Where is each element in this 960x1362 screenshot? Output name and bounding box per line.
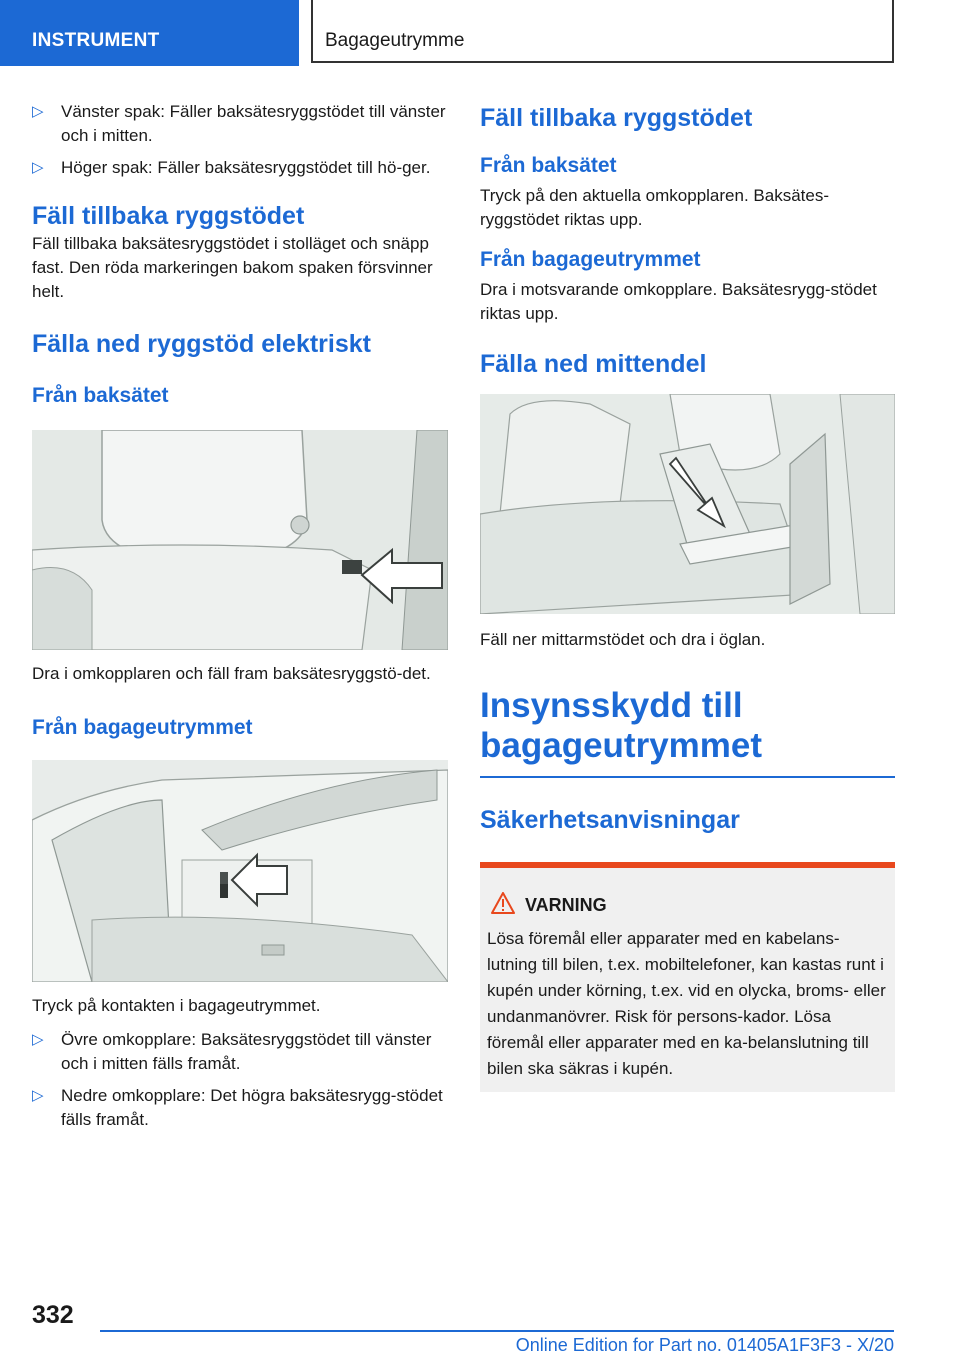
list-item <box>32 1028 448 1076</box>
section-title: INSTRUMENT <box>32 30 160 51</box>
paragraph-fall-tillbaka: Fäll tillbaka baksätesryggstödet i stolläget och snäpp fast. Den röda markeringen bakom spaken försvinner helt. <box>32 234 433 301</box>
figure-center-armrest <box>480 394 895 614</box>
triangle-bullet-icon: ▷ <box>32 103 44 120</box>
heading-fall-tillbaka: Fäll tillbaka ryggstödet <box>32 202 305 230</box>
heading-fran-bagage-right: Från bagageutrymmet <box>480 248 701 271</box>
heading-fran-baksatet: Från baksätet <box>32 384 169 407</box>
footer-edition: Online Edition for Part no. 01405A1F3F3 - X/20 <box>515 1335 894 1355</box>
heading-insynsskydd: Insynsskydd till bagageutrymmet <box>480 686 763 765</box>
triangle-bullet-icon: ▷ <box>32 159 44 176</box>
warning-title: VARNING <box>525 895 607 915</box>
figure-headrest-switch <box>32 430 448 650</box>
list-item-text: Nedre omkopplare: Det högra baksätesrygg-stödet fälls framåt. <box>61 1086 443 1129</box>
figure-cargo-switch <box>32 760 448 982</box>
warning-box <box>480 862 895 1092</box>
paragraph-fran-bagage: Tryck på kontakten i bagageutrymmet. <box>32 996 321 1015</box>
heading-fran-bagage: Från bagageutrymmet <box>32 716 253 739</box>
heading-fall-tillbaka-right: Fäll tillbaka ryggstödet <box>480 104 753 132</box>
paragraph-fran-baksatet: Dra i omkopplaren och fäll fram baksätesryggstö-det. <box>32 664 431 683</box>
paragraph-fran-bagage-right: Dra i motsvarande omkopplare. Baksätesrygg-stödet riktas upp. <box>480 280 877 323</box>
left-column <box>32 100 448 1140</box>
heading-fran-baksatet-right: Från baksätet <box>480 154 617 177</box>
page-header <box>0 0 960 66</box>
right-column <box>480 100 895 1092</box>
paragraph-fran-baksatet-right: Tryck på den aktuella omkopplaren. Baksätes-ryggstödet riktas upp. <box>480 186 829 229</box>
list-item-text: Vänster spak: Fäller baksätesryggstödet till vänster och i mitten. <box>61 102 446 145</box>
heading-mittendel: Fälla ned mittendel <box>480 350 707 378</box>
list-item-text: Övre omkopplare: Baksätesryggstödet till vänster och i mitten fälls framåt. <box>61 1030 432 1073</box>
warning-triangle-icon <box>491 892 515 919</box>
chapter-box <box>311 0 894 63</box>
list-item <box>32 100 448 148</box>
page-number: 332 <box>32 1301 74 1329</box>
triangle-bullet-icon: ▷ <box>32 1031 44 1048</box>
triangle-bullet-icon: ▷ <box>32 1087 44 1104</box>
chapter-title: Bagageutrymme <box>325 30 465 51</box>
list-item <box>32 1084 448 1132</box>
warning-text: Lösa föremål eller apparater med en kabelans-lutning till bilen, t.ex. mobiltelefoner, kan kastas runt i kupén under körning, t.ex. vid en olycka, broms- eller undanmanövrer. Risk för persons-kador. Lösa föremål eller apparater med en ka-belanslutning till bilen ska säkras i kupén. <box>487 929 886 1078</box>
footer-rule <box>100 1330 894 1332</box>
heading-sakerhet: Säkerhetsanvisningar <box>480 806 740 834</box>
heading-falla-ned: Fälla ned ryggstöd elektriskt <box>32 330 371 358</box>
list-item <box>32 156 448 180</box>
list-item-text: Höger spak: Fäller baksätesryggstödet till hö-ger. <box>61 158 431 177</box>
section-tab <box>0 0 299 66</box>
heading-rule <box>480 776 895 778</box>
paragraph-mittendel: Fäll ner mittarmstödet och dra i öglan. <box>480 630 766 649</box>
